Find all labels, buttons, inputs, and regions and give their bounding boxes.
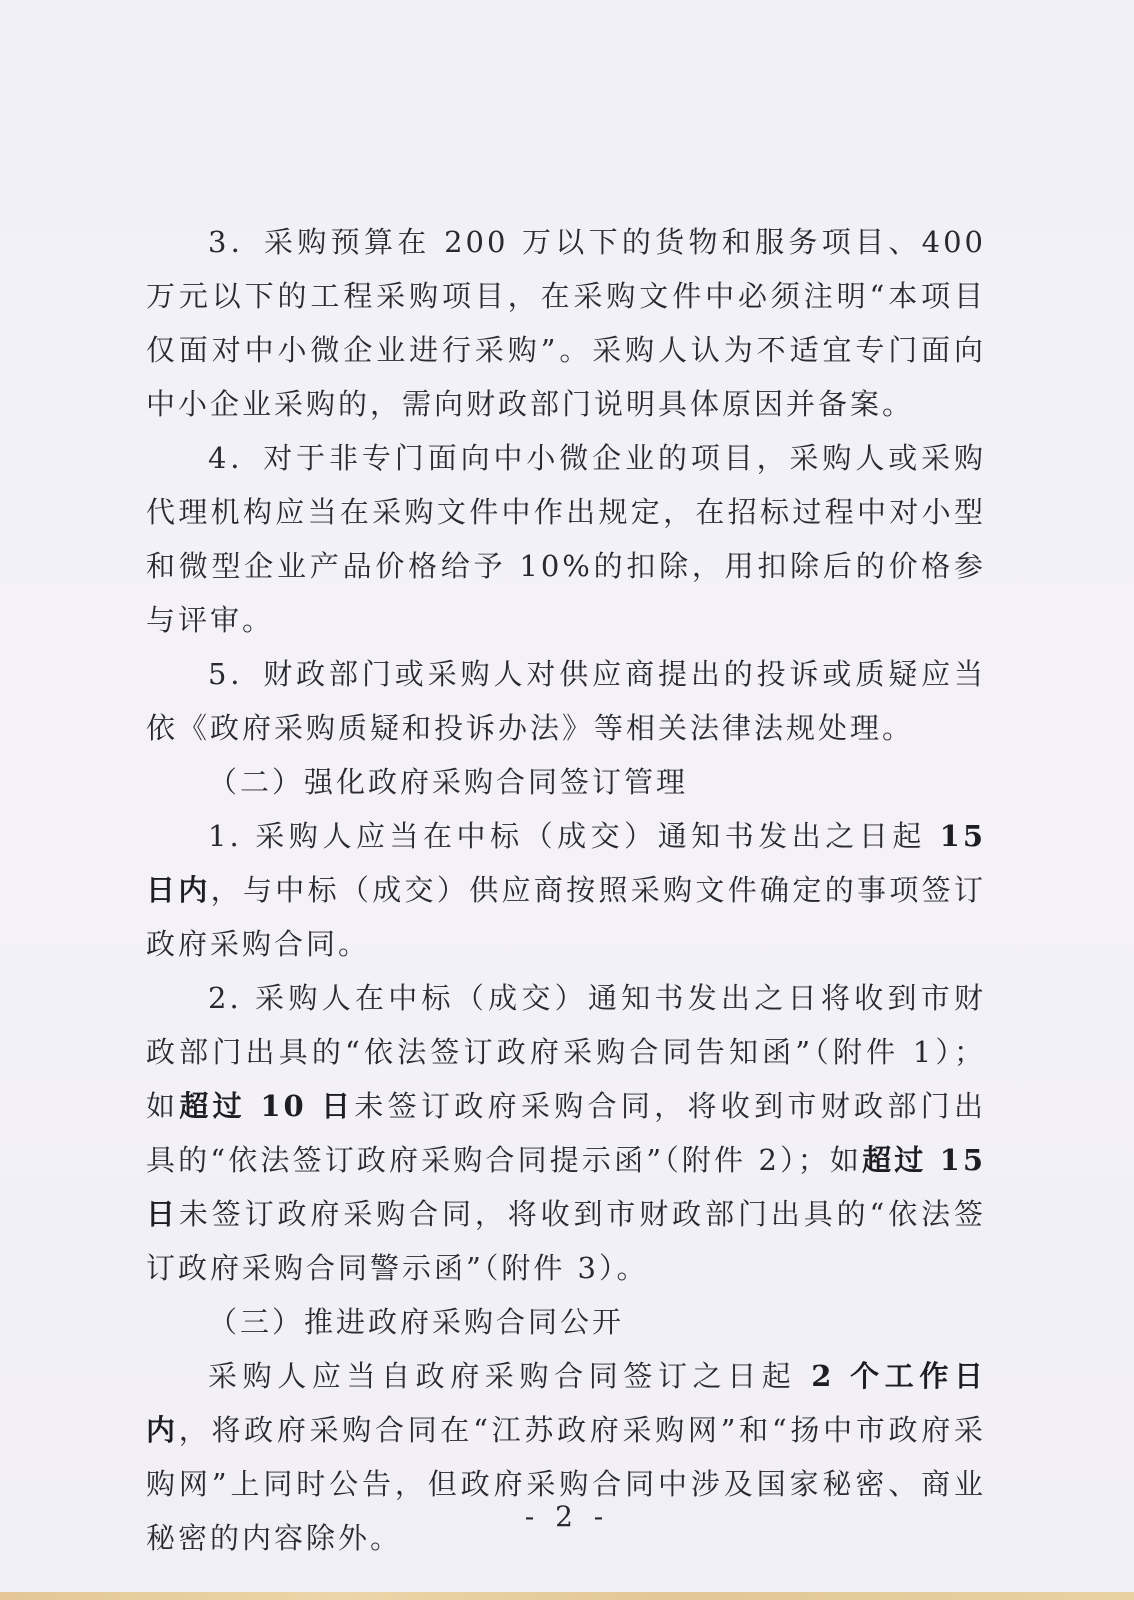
paragraph-text: 未签订政府采购合同，将收到市财政部门出具的“依法签订政府采购合同提示函”（附件 2）；如	[146, 1089, 986, 1177]
body-paragraph	[146, 809, 986, 971]
paragraph-text: 2. 采购人在中标（成交）通知书发出之日将收到市财政部门出具的“依法签订政府采购合同告知函”（附件 1）；如	[146, 981, 986, 1123]
emphasis-text: 2 个工作日内	[146, 1359, 986, 1447]
emphasis-text: 15 日内	[146, 819, 986, 907]
paragraph-text: 5．财政部门或采购人对供应商提出的投诉或质疑应当依《政府采购质疑和投诉办法》等相关法律法规处理。	[146, 657, 986, 745]
paragraph-text: （三）推进政府采购合同公开	[208, 1305, 625, 1339]
page-number: - 2 -	[524, 1500, 610, 1533]
paragraph-text: 3．采购预算在 200 万以下的货物和服务项目、400 万元以下的工程采购项目，在采购文件中必须注明“本项目仅面对中小微企业进行采购”。采购人认为不适宜专门面向中小企业采购的，需向财政部门说明具体原因并备案。	[146, 225, 986, 421]
emphasis-text: 超过 10 日	[179, 1089, 355, 1123]
paragraph-text: ，与中标（成交）供应商按照采购文件确定的事项签订政府采购合同。	[146, 873, 986, 961]
scan-edge-strip	[0, 1592, 1134, 1600]
body-paragraph	[146, 431, 986, 647]
body-paragraph	[146, 647, 986, 755]
emphasis-text: 超过 15 日	[146, 1143, 986, 1231]
body-paragraph	[146, 971, 986, 1295]
section-heading	[146, 755, 986, 809]
document-body	[146, 215, 986, 1565]
body-paragraph	[146, 215, 986, 431]
paragraph-text: 4．对于非专门面向中小微企业的项目，采购人或采购代理机构应当在采购文件中作出规定，在招标过程中对小型和微型企业产品价格给予 10%的扣除，用扣除后的价格参与评审。	[146, 441, 986, 637]
paragraph-text: ，将政府采购合同在“江苏政府采购网”和“扬中市政府采购网”上同时公告，但政府采购合同中涉及国家秘密、商业秘密的内容除外。	[146, 1413, 986, 1555]
paragraph-text: 未签订政府采购合同，将收到市财政部门出具的“依法签订政府采购合同警示函”（附件 3）。	[146, 1197, 986, 1285]
paragraph-text: 采购人应当自政府采购合同签订之日起	[208, 1359, 812, 1393]
paragraph-text: （二）强化政府采购合同签订管理	[208, 765, 689, 799]
section-heading	[146, 1295, 986, 1349]
paragraph-text: 1. 采购人应当在中标（成交）通知书发出之日起	[208, 819, 940, 853]
